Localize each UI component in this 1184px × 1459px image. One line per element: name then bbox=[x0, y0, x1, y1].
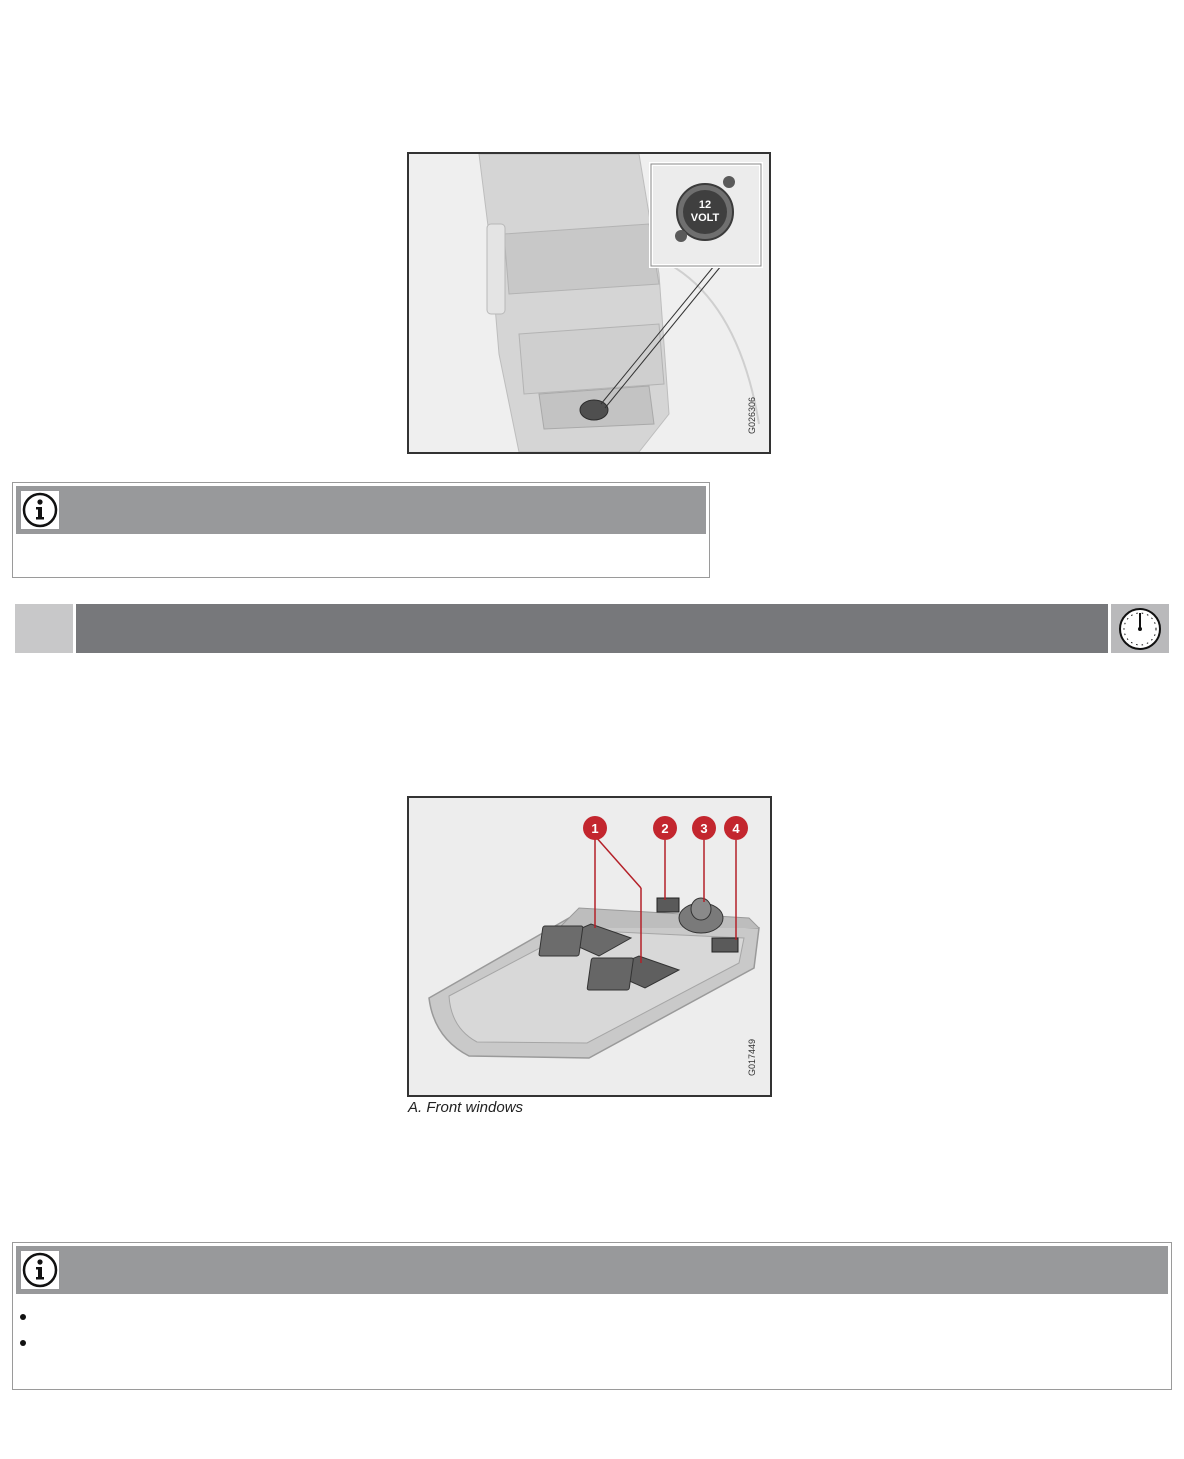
bullet-point bbox=[20, 1314, 26, 1320]
section-tab bbox=[15, 604, 73, 653]
note-header bbox=[16, 1246, 1168, 1294]
bullet-point bbox=[20, 1340, 26, 1346]
note-header bbox=[16, 486, 706, 534]
figure-window-switches bbox=[407, 796, 772, 1097]
window-switch-illustration bbox=[409, 798, 770, 1095]
socket-illustration bbox=[409, 154, 769, 452]
figure-caption: A. Front windows bbox=[408, 1099, 524, 1116]
callout-1: 1 bbox=[591, 821, 599, 836]
callout-4: 4 bbox=[732, 821, 740, 836]
info-icon bbox=[21, 491, 59, 529]
info-icon bbox=[21, 1251, 59, 1289]
callout-2: 2 bbox=[661, 821, 669, 836]
section-icon-tile bbox=[1111, 604, 1169, 653]
socket-label-number: 12 bbox=[698, 199, 712, 211]
socket-label-unit: VOLT bbox=[690, 212, 720, 224]
figure-12-volt-socket bbox=[407, 152, 771, 454]
note-box-1 bbox=[12, 482, 710, 578]
figure-code: G017449 bbox=[747, 1038, 757, 1076]
callout-3: 3 bbox=[700, 821, 708, 836]
figure-code: G026306 bbox=[747, 396, 757, 434]
speedometer-icon bbox=[1111, 604, 1169, 653]
section-header-bar bbox=[76, 604, 1108, 653]
note-box-2 bbox=[12, 1242, 1172, 1390]
